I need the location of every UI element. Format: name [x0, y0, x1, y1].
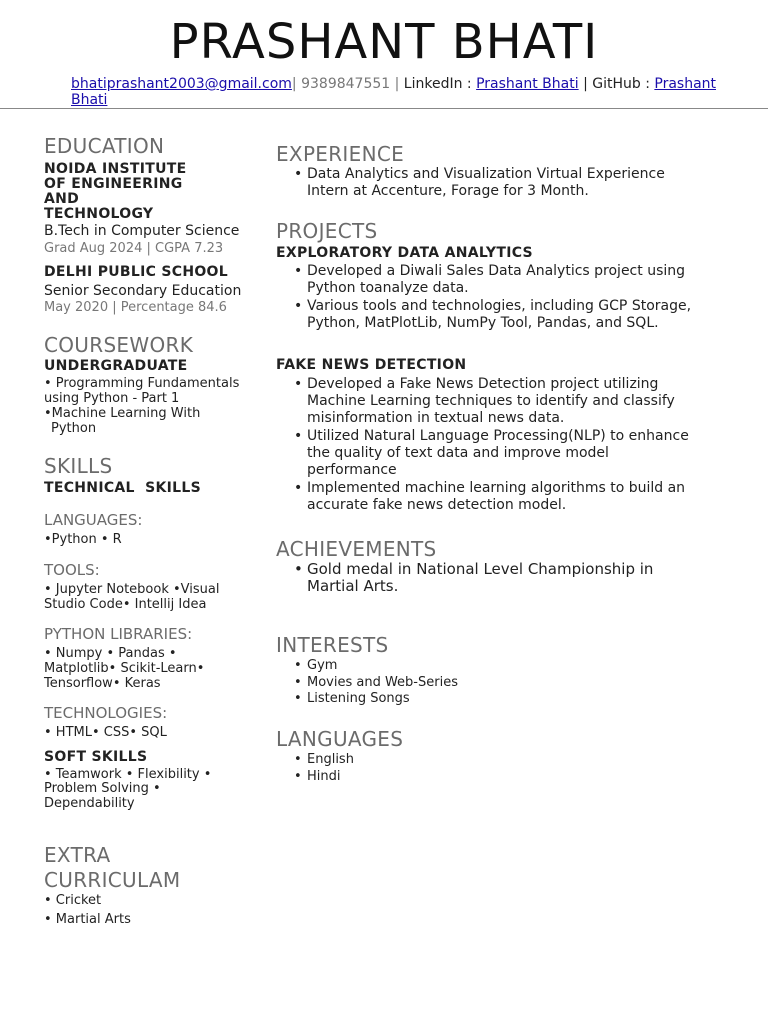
python-libraries-list: Tensorflow• Keras [44, 676, 161, 691]
course-item: •Machine Learning With [44, 406, 201, 421]
python-libraries-label: PYTHON LIBRARIES: [44, 625, 193, 643]
candidate-name: PRASHANT BHATI [169, 14, 599, 70]
linkedin-label: LinkedIn : [399, 76, 477, 92]
soft-skills-list: • Teamwork • Flexibility • [44, 767, 212, 782]
soft-skills-heading: SOFT SKILLS [44, 749, 148, 765]
language-item: • English [294, 752, 594, 769]
email-link[interactable]: bhatiprashant2003@gmail.com [71, 76, 292, 92]
college-name-line-1: NOIDA INSTITUTE [44, 161, 187, 177]
extra-item: • Cricket [44, 893, 102, 908]
project-item: • Developed a Fake News Detection project utilizing Machine Learning techniques to identify and classify misinformation in textual news data. [294, 376, 694, 427]
experience-list [294, 166, 694, 201]
school-name: DELHI PUBLIC SCHOOL [44, 264, 228, 280]
project-item: • Implemented machine learning algorithms to build an accurate fake news detection model. [294, 480, 694, 514]
spoken-languages-list [294, 752, 594, 785]
interests-heading: INTERESTS [276, 633, 389, 657]
undergraduate-heading: UNDERGRADUATE [44, 358, 188, 374]
interest-item: • Movies and Web-Series [294, 675, 594, 692]
technologies-label: TECHNOLOGIES: [44, 704, 168, 722]
college-degree: B.Tech in Computer Science [44, 223, 240, 239]
languages-list: •Python • R [44, 532, 122, 547]
linkedin-link[interactable]: Prashant Bhati [476, 76, 579, 92]
course-item: using Python - Part 1 [44, 391, 180, 406]
interest-item: • Listening Songs [294, 691, 594, 708]
header-divider [0, 108, 768, 109]
achievement-item: • Gold medal in National Level Championship in Martial Arts. [294, 561, 674, 595]
project-item: • Utilized Natural Language Processing(NLP) to enhance the quality of text data and improve model performance [294, 428, 694, 479]
project-title-fake-news: FAKE NEWS DETECTION [276, 357, 467, 373]
soft-skills-list: Problem Solving • [44, 781, 161, 796]
college-name-line-2: OF ENGINEERING [44, 176, 183, 192]
experience-item: • Data Analytics and Visualization Virtual Experience Intern at Accenture, Forage for 3 Month. [294, 166, 694, 200]
college-meta: Grad Aug 2024 | CGPA 7.23 [44, 241, 224, 256]
project-item: • Developed a Diwali Sales Data Analytics project using Python toanalyze data. [294, 263, 694, 297]
course-item: Python [51, 421, 97, 436]
language-item: • Hindi [294, 769, 594, 786]
interest-item: • Gym [294, 658, 594, 675]
soft-skills-list: Dependability [44, 796, 135, 811]
extra-curricular-heading: EXTRA [44, 843, 111, 867]
project-item: • Various tools and technologies, including GCP Storage, Python, MatPlotLib, NumPy Tool, Pandas, and SQL. [294, 298, 694, 332]
project-title-eda: EXPLORATORY DATA ANALYTICS [276, 245, 533, 261]
python-libraries-list: • Numpy • Pandas • [44, 646, 177, 661]
experience-heading: EXPERIENCE [276, 142, 405, 166]
course-item: • Programming Fundamentals [44, 376, 240, 391]
college-name-line-4: TECHNOLOGY [44, 206, 154, 222]
project-fake-news-list [294, 376, 694, 515]
projects-heading: PROJECTS [276, 219, 378, 243]
contact-line [71, 76, 721, 108]
phone-number: 9389847551 | [296, 76, 400, 92]
tools-label: TOOLS: [44, 561, 100, 579]
achievements-heading: ACHIEVEMENTS [276, 537, 437, 561]
github-label: | GitHub : [578, 76, 655, 92]
python-libraries-list: Matplotlib• Scikit-Learn• [44, 661, 205, 676]
interests-list [294, 658, 594, 708]
achievements-list [294, 561, 674, 596]
extra-curricular-heading: CURRICULAM [44, 868, 181, 892]
college-name-line-3: AND [44, 191, 80, 207]
education-heading: EDUCATION [44, 134, 165, 158]
technologies-list: • HTML• CSS• SQL [44, 725, 167, 740]
github-link[interactable]: Prashant Bhati [71, 76, 717, 108]
languages-heading: LANGUAGES [276, 727, 404, 751]
school-degree: Senior Secondary Education [44, 283, 242, 299]
project-eda-list [294, 263, 694, 333]
tools-list: Studio Code• Intellij Idea [44, 597, 207, 612]
tools-list: • Jupyter Notebook •Visual [44, 582, 220, 597]
technical-skills-heading: TECHNICAL SKILLS [44, 480, 201, 496]
coursework-heading: COURSEWORK [44, 333, 194, 357]
skills-heading: SKILLS [44, 454, 113, 478]
school-meta: May 2020 | Percentage 84.6 [44, 300, 227, 315]
extra-item: • Martial Arts [44, 912, 131, 927]
separator: | [291, 76, 297, 92]
languages-label: LANGUAGES: [44, 511, 143, 529]
